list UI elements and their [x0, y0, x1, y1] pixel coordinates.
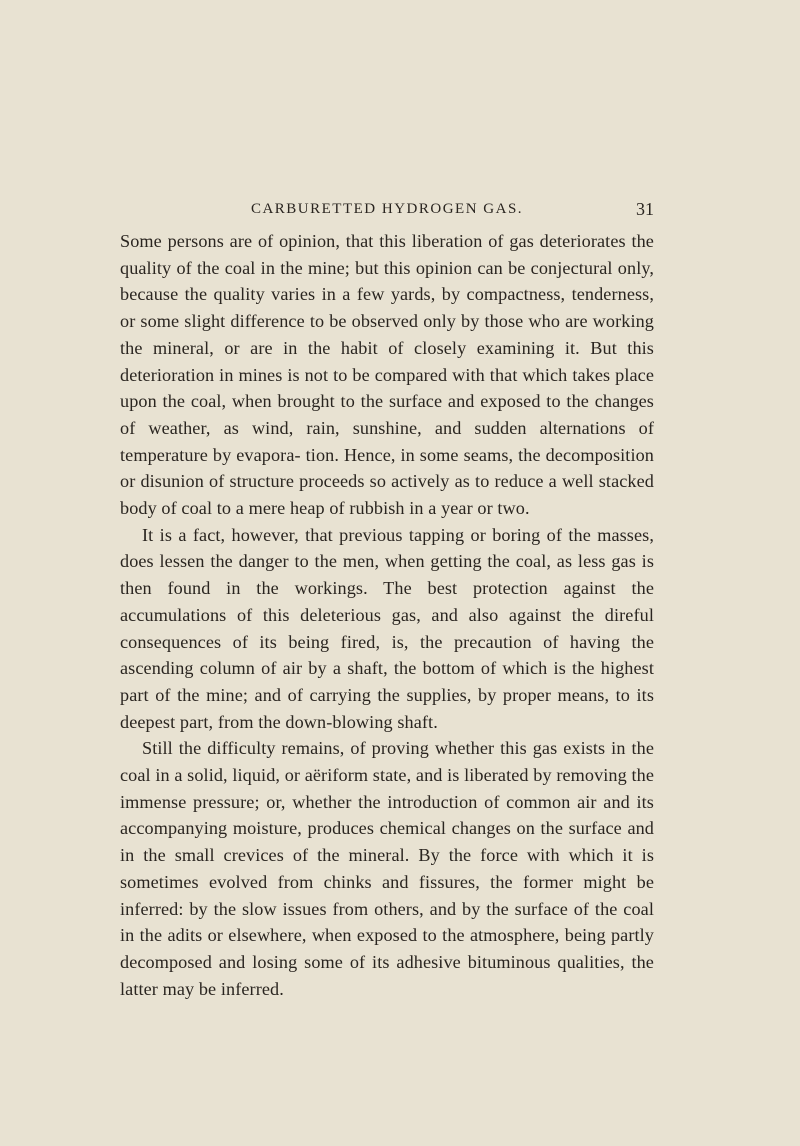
page-number: 31	[636, 199, 654, 219]
body-text	[120, 228, 654, 1002]
paragraph: Some persons are of opinion, that this liberation of gas deteriorates the quality of the coal in the mine; but this opinion can be conjectural only, because the quality varies in a few yards, by compactness, tenderness, or some slight difference to be observed only by those who are working the mineral, or are in the habit of closely examining it. But this deterioration in mines is not to be compared with that which takes place upon the coal, when brought to the surface and exposed to the changes of weather, as wind, rain, sunshine, and sudden alternations of temperature by evapora- tion. Hence, in some seams, the decomposition or disunion of structure proceeds so actively as to reduce a well stacked body of coal to a mere heap of rubbish in a year or two.	[120, 231, 654, 519]
running-head: CARBURETTED HYDROGEN GAS.	[250, 201, 524, 217]
paragraph: Still the difficulty remains, of proving whether this gas exists in the coal in a solid, liquid, or aëriform state, and is liberated by removing the immense pressure; or, whether the introduction of common air and its accompanying moisture, produces chemical changes on the surface and in the small crevices of the mineral. By the force with which it is sometimes evolved from chinks and fissures, the former might be inferred: by the slow issues from others, and by the surface of the coal in the adits or elsewhere, when exposed to the atmosphere, being partly decomposed and losing some of its adhesive bituminous qualities, the latter may be inferred.	[120, 738, 654, 999]
paragraph: It is a fact, however, that previous tapping or boring of the masses, does lessen the danger to the men, when getting the coal, as less gas is then found in the workings. The best protection against the accumulations of this deleterious gas, and also against the direful consequences of its being fired, is, the precaution of having the ascending column of air by a shaft, the bottom of which is the highest part of the mine; and of carrying the supplies, by proper means, to its deepest part, from the down-blowing shaft.	[120, 524, 654, 732]
page-header	[120, 194, 654, 224]
